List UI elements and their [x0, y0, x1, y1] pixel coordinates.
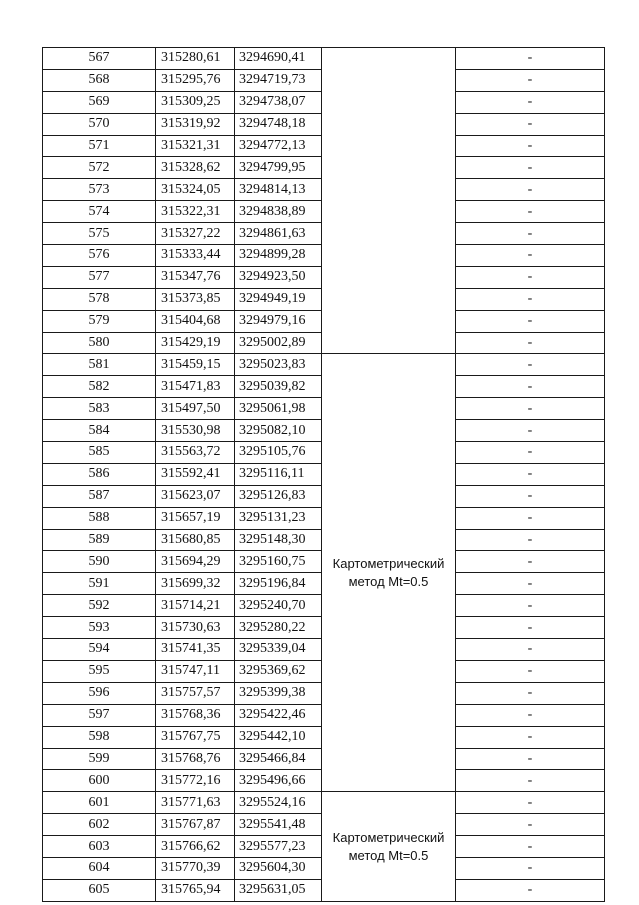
- y-coordinate-cell: 3295339,04: [235, 639, 322, 661]
- note-cell: -: [456, 245, 605, 267]
- y-coordinate-cell: 3295061,98: [235, 398, 322, 420]
- y-coordinate-cell: 3295039,82: [235, 376, 322, 398]
- note-cell: -: [456, 857, 605, 879]
- x-coordinate-cell: 315327,22: [156, 223, 235, 245]
- y-coordinate-cell: 3295369,62: [235, 660, 322, 682]
- y-coordinate-cell: 3294949,19: [235, 288, 322, 310]
- note-cell: -: [456, 135, 605, 157]
- x-coordinate-cell: 315757,57: [156, 682, 235, 704]
- x-coordinate-cell: 315623,07: [156, 485, 235, 507]
- point-number-cell: 583: [43, 398, 156, 420]
- point-number-cell: 599: [43, 748, 156, 770]
- note-cell: -: [456, 91, 605, 113]
- y-coordinate-cell: 3295126,83: [235, 485, 322, 507]
- coordinates-table-body: [43, 48, 605, 902]
- point-number-cell: 587: [43, 485, 156, 507]
- point-number-cell: 573: [43, 179, 156, 201]
- method-text: Картометрический: [332, 556, 445, 572]
- y-coordinate-cell: 3294979,16: [235, 310, 322, 332]
- x-coordinate-cell: 315768,76: [156, 748, 235, 770]
- note-cell: -: [456, 660, 605, 682]
- note-cell: -: [456, 485, 605, 507]
- y-coordinate-cell: 3295604,30: [235, 857, 322, 879]
- note-cell: -: [456, 617, 605, 639]
- x-coordinate-cell: 315747,11: [156, 660, 235, 682]
- x-coordinate-cell: 315694,29: [156, 551, 235, 573]
- point-number-cell: 592: [43, 595, 156, 617]
- note-cell: -: [456, 376, 605, 398]
- point-number-cell: 575: [43, 223, 156, 245]
- x-coordinate-cell: 315333,44: [156, 245, 235, 267]
- x-coordinate-cell: 315280,61: [156, 48, 235, 70]
- x-coordinate-cell: 315765,94: [156, 879, 235, 901]
- x-coordinate-cell: 315321,31: [156, 135, 235, 157]
- point-number-cell: 605: [43, 879, 156, 901]
- method-cell: [322, 792, 456, 901]
- note-cell: -: [456, 223, 605, 245]
- point-number-cell: 584: [43, 420, 156, 442]
- point-number-cell: 569: [43, 91, 156, 113]
- y-coordinate-cell: 3295082,10: [235, 420, 322, 442]
- x-coordinate-cell: 315373,85: [156, 288, 235, 310]
- x-coordinate-cell: 315768,36: [156, 704, 235, 726]
- x-coordinate-cell: 315766,62: [156, 836, 235, 858]
- table-row: [43, 48, 605, 70]
- point-number-cell: 603: [43, 836, 156, 858]
- x-coordinate-cell: 315322,31: [156, 201, 235, 223]
- x-coordinate-cell: 315767,75: [156, 726, 235, 748]
- note-cell: -: [456, 179, 605, 201]
- point-number-cell: 574: [43, 201, 156, 223]
- point-number-cell: 591: [43, 573, 156, 595]
- note-cell: -: [456, 529, 605, 551]
- y-coordinate-cell: 3295442,10: [235, 726, 322, 748]
- point-number-cell: 572: [43, 157, 156, 179]
- point-number-cell: 604: [43, 857, 156, 879]
- y-coordinate-cell: 3295023,83: [235, 354, 322, 376]
- y-coordinate-cell: 3294738,07: [235, 91, 322, 113]
- note-cell: -: [456, 420, 605, 442]
- x-coordinate-cell: 315767,87: [156, 814, 235, 836]
- y-coordinate-cell: 3295541,48: [235, 814, 322, 836]
- point-number-cell: 585: [43, 442, 156, 464]
- note-cell: -: [456, 836, 605, 858]
- y-coordinate-cell: 3294799,95: [235, 157, 322, 179]
- coordinates-table: [42, 47, 605, 902]
- x-coordinate-cell: 315741,35: [156, 639, 235, 661]
- x-coordinate-cell: 315592,41: [156, 463, 235, 485]
- point-number-cell: 567: [43, 48, 156, 70]
- note-cell: -: [456, 704, 605, 726]
- point-number-cell: 581: [43, 354, 156, 376]
- x-coordinate-cell: 315295,76: [156, 69, 235, 91]
- point-number-cell: 582: [43, 376, 156, 398]
- x-coordinate-cell: 315771,63: [156, 792, 235, 814]
- x-coordinate-cell: 315657,19: [156, 507, 235, 529]
- y-coordinate-cell: 3295496,66: [235, 770, 322, 792]
- note-cell: -: [456, 770, 605, 792]
- y-coordinate-cell: 3294899,28: [235, 245, 322, 267]
- note-cell: -: [456, 288, 605, 310]
- method-cell: [322, 48, 456, 354]
- x-coordinate-cell: 315699,32: [156, 573, 235, 595]
- point-number-cell: 570: [43, 113, 156, 135]
- method-text: Картометрический: [332, 829, 445, 845]
- y-coordinate-cell: 3295631,05: [235, 879, 322, 901]
- y-coordinate-cell: 3295002,89: [235, 332, 322, 354]
- y-coordinate-cell: 3295131,23: [235, 507, 322, 529]
- y-coordinate-cell: 3294748,18: [235, 113, 322, 135]
- point-number-cell: 594: [43, 639, 156, 661]
- note-cell: -: [456, 442, 605, 464]
- note-cell: -: [456, 814, 605, 836]
- y-coordinate-cell: 3295422,46: [235, 704, 322, 726]
- y-coordinate-cell: 3294772,13: [235, 135, 322, 157]
- note-cell: -: [456, 69, 605, 91]
- point-number-cell: 571: [43, 135, 156, 157]
- x-coordinate-cell: 315471,83: [156, 376, 235, 398]
- note-cell: -: [456, 551, 605, 573]
- note-cell: -: [456, 792, 605, 814]
- point-number-cell: 580: [43, 332, 156, 354]
- table-row: [43, 792, 605, 814]
- x-coordinate-cell: 315563,72: [156, 442, 235, 464]
- method-text: метод Mt=0.5: [348, 573, 429, 589]
- x-coordinate-cell: 315328,62: [156, 157, 235, 179]
- point-number-cell: 579: [43, 310, 156, 332]
- x-coordinate-cell: 315770,39: [156, 857, 235, 879]
- note-cell: -: [456, 682, 605, 704]
- note-cell: -: [456, 595, 605, 617]
- table-row: [43, 354, 605, 376]
- note-cell: -: [456, 879, 605, 901]
- note-cell: -: [456, 310, 605, 332]
- y-coordinate-cell: 3294719,73: [235, 69, 322, 91]
- x-coordinate-cell: 315714,21: [156, 595, 235, 617]
- point-number-cell: 577: [43, 266, 156, 288]
- y-coordinate-cell: 3295466,84: [235, 748, 322, 770]
- point-number-cell: 590: [43, 551, 156, 573]
- note-cell: -: [456, 157, 605, 179]
- y-coordinate-cell: 3295105,76: [235, 442, 322, 464]
- y-coordinate-cell: 3294861,63: [235, 223, 322, 245]
- point-number-cell: 601: [43, 792, 156, 814]
- point-number-cell: 589: [43, 529, 156, 551]
- note-cell: -: [456, 354, 605, 376]
- point-number-cell: 598: [43, 726, 156, 748]
- note-cell: -: [456, 573, 605, 595]
- x-coordinate-cell: 315404,68: [156, 310, 235, 332]
- point-number-cell: 597: [43, 704, 156, 726]
- method-cell: [322, 354, 456, 792]
- note-cell: -: [456, 266, 605, 288]
- point-number-cell: 568: [43, 69, 156, 91]
- y-coordinate-cell: 3294690,41: [235, 48, 322, 70]
- x-coordinate-cell: 315530,98: [156, 420, 235, 442]
- y-coordinate-cell: 3295116,11: [235, 463, 322, 485]
- note-cell: -: [456, 48, 605, 70]
- y-coordinate-cell: 3295524,16: [235, 792, 322, 814]
- note-cell: -: [456, 639, 605, 661]
- x-coordinate-cell: 315309,25: [156, 91, 235, 113]
- x-coordinate-cell: 315319,92: [156, 113, 235, 135]
- x-coordinate-cell: 315497,50: [156, 398, 235, 420]
- note-cell: -: [456, 398, 605, 420]
- point-number-cell: 586: [43, 463, 156, 485]
- note-cell: -: [456, 726, 605, 748]
- note-cell: -: [456, 332, 605, 354]
- x-coordinate-cell: 315459,15: [156, 354, 235, 376]
- point-number-cell: 578: [43, 288, 156, 310]
- y-coordinate-cell: 3295577,23: [235, 836, 322, 858]
- x-coordinate-cell: 315772,16: [156, 770, 235, 792]
- note-cell: -: [456, 113, 605, 135]
- x-coordinate-cell: 315347,76: [156, 266, 235, 288]
- y-coordinate-cell: 3295196,84: [235, 573, 322, 595]
- x-coordinate-cell: 315324,05: [156, 179, 235, 201]
- y-coordinate-cell: 3295399,38: [235, 682, 322, 704]
- x-coordinate-cell: 315680,85: [156, 529, 235, 551]
- y-coordinate-cell: 3294814,13: [235, 179, 322, 201]
- point-number-cell: 593: [43, 617, 156, 639]
- point-number-cell: 596: [43, 682, 156, 704]
- y-coordinate-cell: 3295160,75: [235, 551, 322, 573]
- y-coordinate-cell: 3294923,50: [235, 266, 322, 288]
- note-cell: -: [456, 463, 605, 485]
- point-number-cell: 602: [43, 814, 156, 836]
- y-coordinate-cell: 3294838,89: [235, 201, 322, 223]
- x-coordinate-cell: 315730,63: [156, 617, 235, 639]
- y-coordinate-cell: 3295148,30: [235, 529, 322, 551]
- note-cell: -: [456, 507, 605, 529]
- x-coordinate-cell: 315429,19: [156, 332, 235, 354]
- point-number-cell: 588: [43, 507, 156, 529]
- note-cell: -: [456, 201, 605, 223]
- y-coordinate-cell: 3295240,70: [235, 595, 322, 617]
- method-text: метод Mt=0.5: [348, 847, 429, 863]
- point-number-cell: 600: [43, 770, 156, 792]
- y-coordinate-cell: 3295280,22: [235, 617, 322, 639]
- point-number-cell: 576: [43, 245, 156, 267]
- point-number-cell: 595: [43, 660, 156, 682]
- note-cell: -: [456, 748, 605, 770]
